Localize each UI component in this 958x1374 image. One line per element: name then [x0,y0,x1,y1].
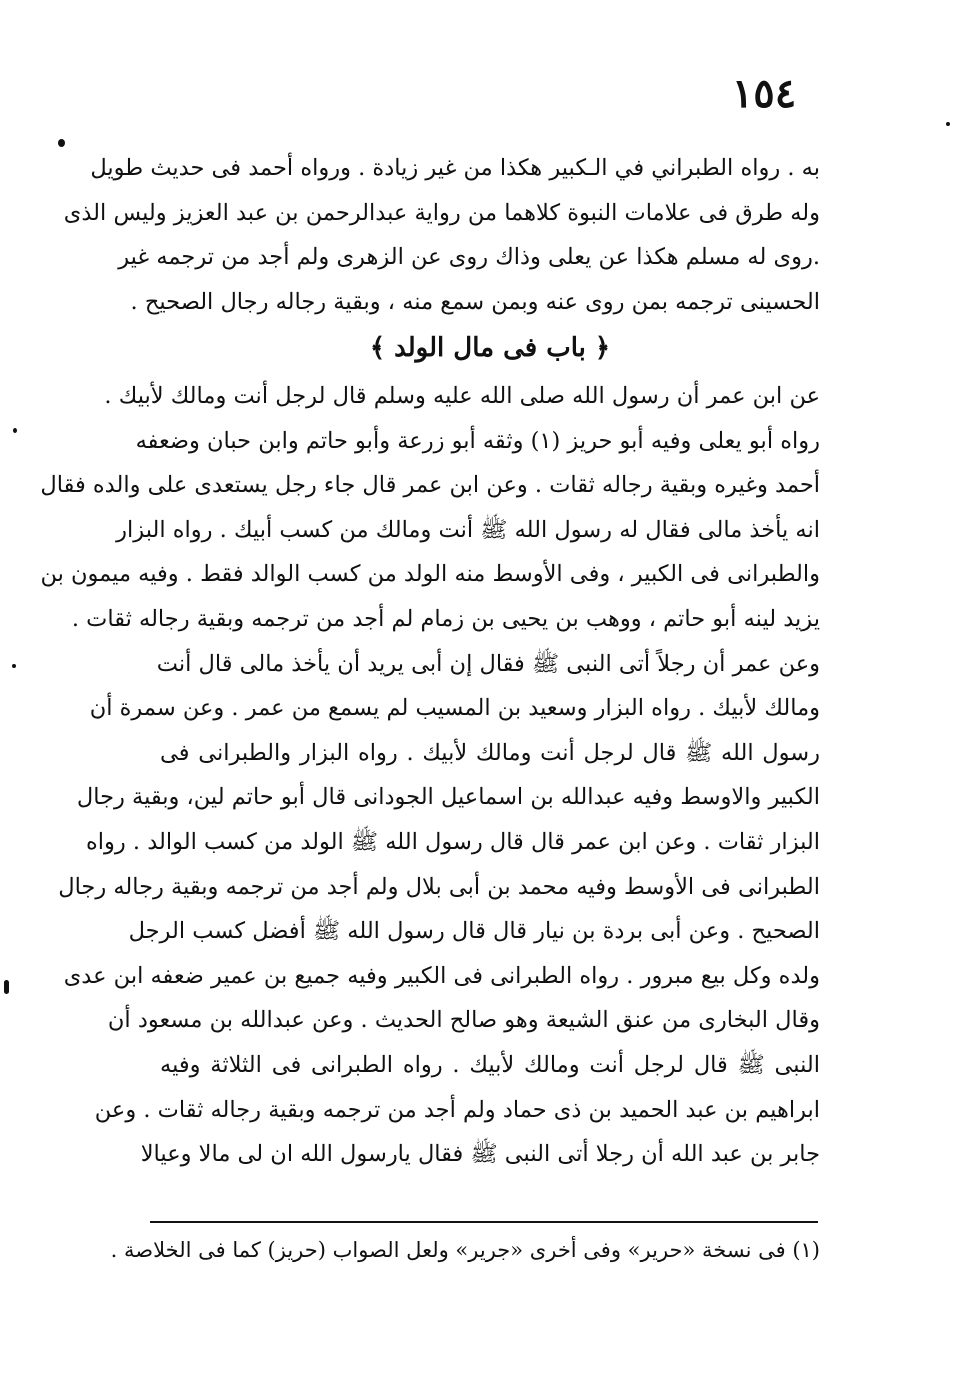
text-line: وله طرق فى علامات النبوة كلاهما من رواية عبدالرحمن بن عبد العزيز وليس الذى [63,199,820,226]
page-number: ١٥٤ [731,70,797,117]
main-paragraph [40,374,820,1177]
chapter-heading: ﴿ باب فى مال الولد ﴾ [369,333,611,363]
scan-speck [946,122,950,126]
text-line: والطبرانى فى الكبير ، وفى الأوسط منه الولد من كسب الوالد فقط . وفيه ميمون بن [40,561,820,588]
footnote-separator [150,1221,818,1223]
text-line: النبى ﷺ قال لرجل أنت ومالك لأبيك . رواه الطبرانى فى الثلاثة وفيه [160,1051,820,1078]
text-line: جابر بن عبد الله أن رجلا أتى النبى ﷺ فقال يارسول الله ان لى مالا وعيالا [140,1141,820,1168]
scan-speck [12,664,16,668]
footnote: (١) فى نسخة «حرير» وفى أخرى «جرير» ولعل الصواب (حريز) كما فى الخلاصة . [110,1238,820,1262]
text-line: ولده وكل بيع مبرور . رواه الطبرانى فى الكبير وفيه جميع بن عمير ضعفه ابن عدى [63,962,820,989]
text-line: البزار ثقات . وعن ابن عمر قال قال رسول الله ﷺ الولد من كسب الوالد . رواه [85,828,820,855]
scan-speck [4,980,9,994]
text-line: ابراهيم بن عبد الحميد بن ذى حماد ولم أجد من ترجمه وبقية رجاله ثقات . وعن [94,1096,820,1123]
scan-speck [13,428,17,433]
text-line: الكبير والاوسط وفيه عبدالله بن اسماعيل الجودانى قال أبو حاتم لين، وبقية رجال [76,784,820,811]
text-line: رسول الله ﷺ قال لرجل أنت ومالك لأبيك . رواه البزار والطبرانى فى [160,739,820,766]
scan-speck [58,139,65,147]
text-line: رواه أبو يعلى وفيه أبو حريز (١) وثقه أبو زرعة وأبو حاتم وابن حبان وضعفه [135,427,820,454]
text-line: ومالك لأبيك . رواه البزار وسعيد بن المسيب لم يسمع من عمر . وعن سمرة أن [89,695,820,722]
text-line: عن ابن عمر أن رسول الله صلى الله عليه وسلم قال لرجل أنت ومالك لأبيك . [104,383,820,409]
text-line: انه يأخذ مالى فقال له رسول الله ﷺ أنت ومالك من كسب أبيك . رواه البزار [116,516,820,543]
text-line: الصحيح . وعن أبى بردة بن نيار قال قال رسول الله ﷺ أفضل كسب الرجل [128,918,820,945]
text-line: وقال البخارى من عنق الشيعة وهو صالح الحديث . وعن عبدالله بن مسعود أن [107,1007,820,1034]
text-line: الطبرانى فى الأوسط وفيه محمد بن أبى بلال ولم أجد من ترجمه وبقية رجاله رجال [58,873,820,900]
text-line: وعن عمر أن رجلاً أتى النبى ﷺ فقال إن أبى يريد أن يأخذ مالى قال أنت [156,650,820,677]
text-line: يزيد لينه أبو حاتم ، ووهب بن يحيى بن زمام لم أجد من ترجمه وبقية رجاله ثقات . [71,605,820,632]
text-line: .روى له مسلم هكذا عن يعلى وذاك روى عن الزهرى ولم أجد من ترجمه غير [118,244,820,271]
intro-paragraph [63,146,820,324]
text-line: الحسينى ترجمه بمن روى عنه وبمن سمع منه ، وبقية رجاله رجال الصحيح . [130,288,820,315]
text-line: أحمد وغيره وبقية رجاله ثقات . وعن ابن عمر قال جاء رجل يستعدى على والده فقال [40,472,820,499]
text-line: به . رواه الطبراني في الـكبير هكذا من غير زيادة . ورواه أحمد فى حديث طويل [90,155,820,181]
